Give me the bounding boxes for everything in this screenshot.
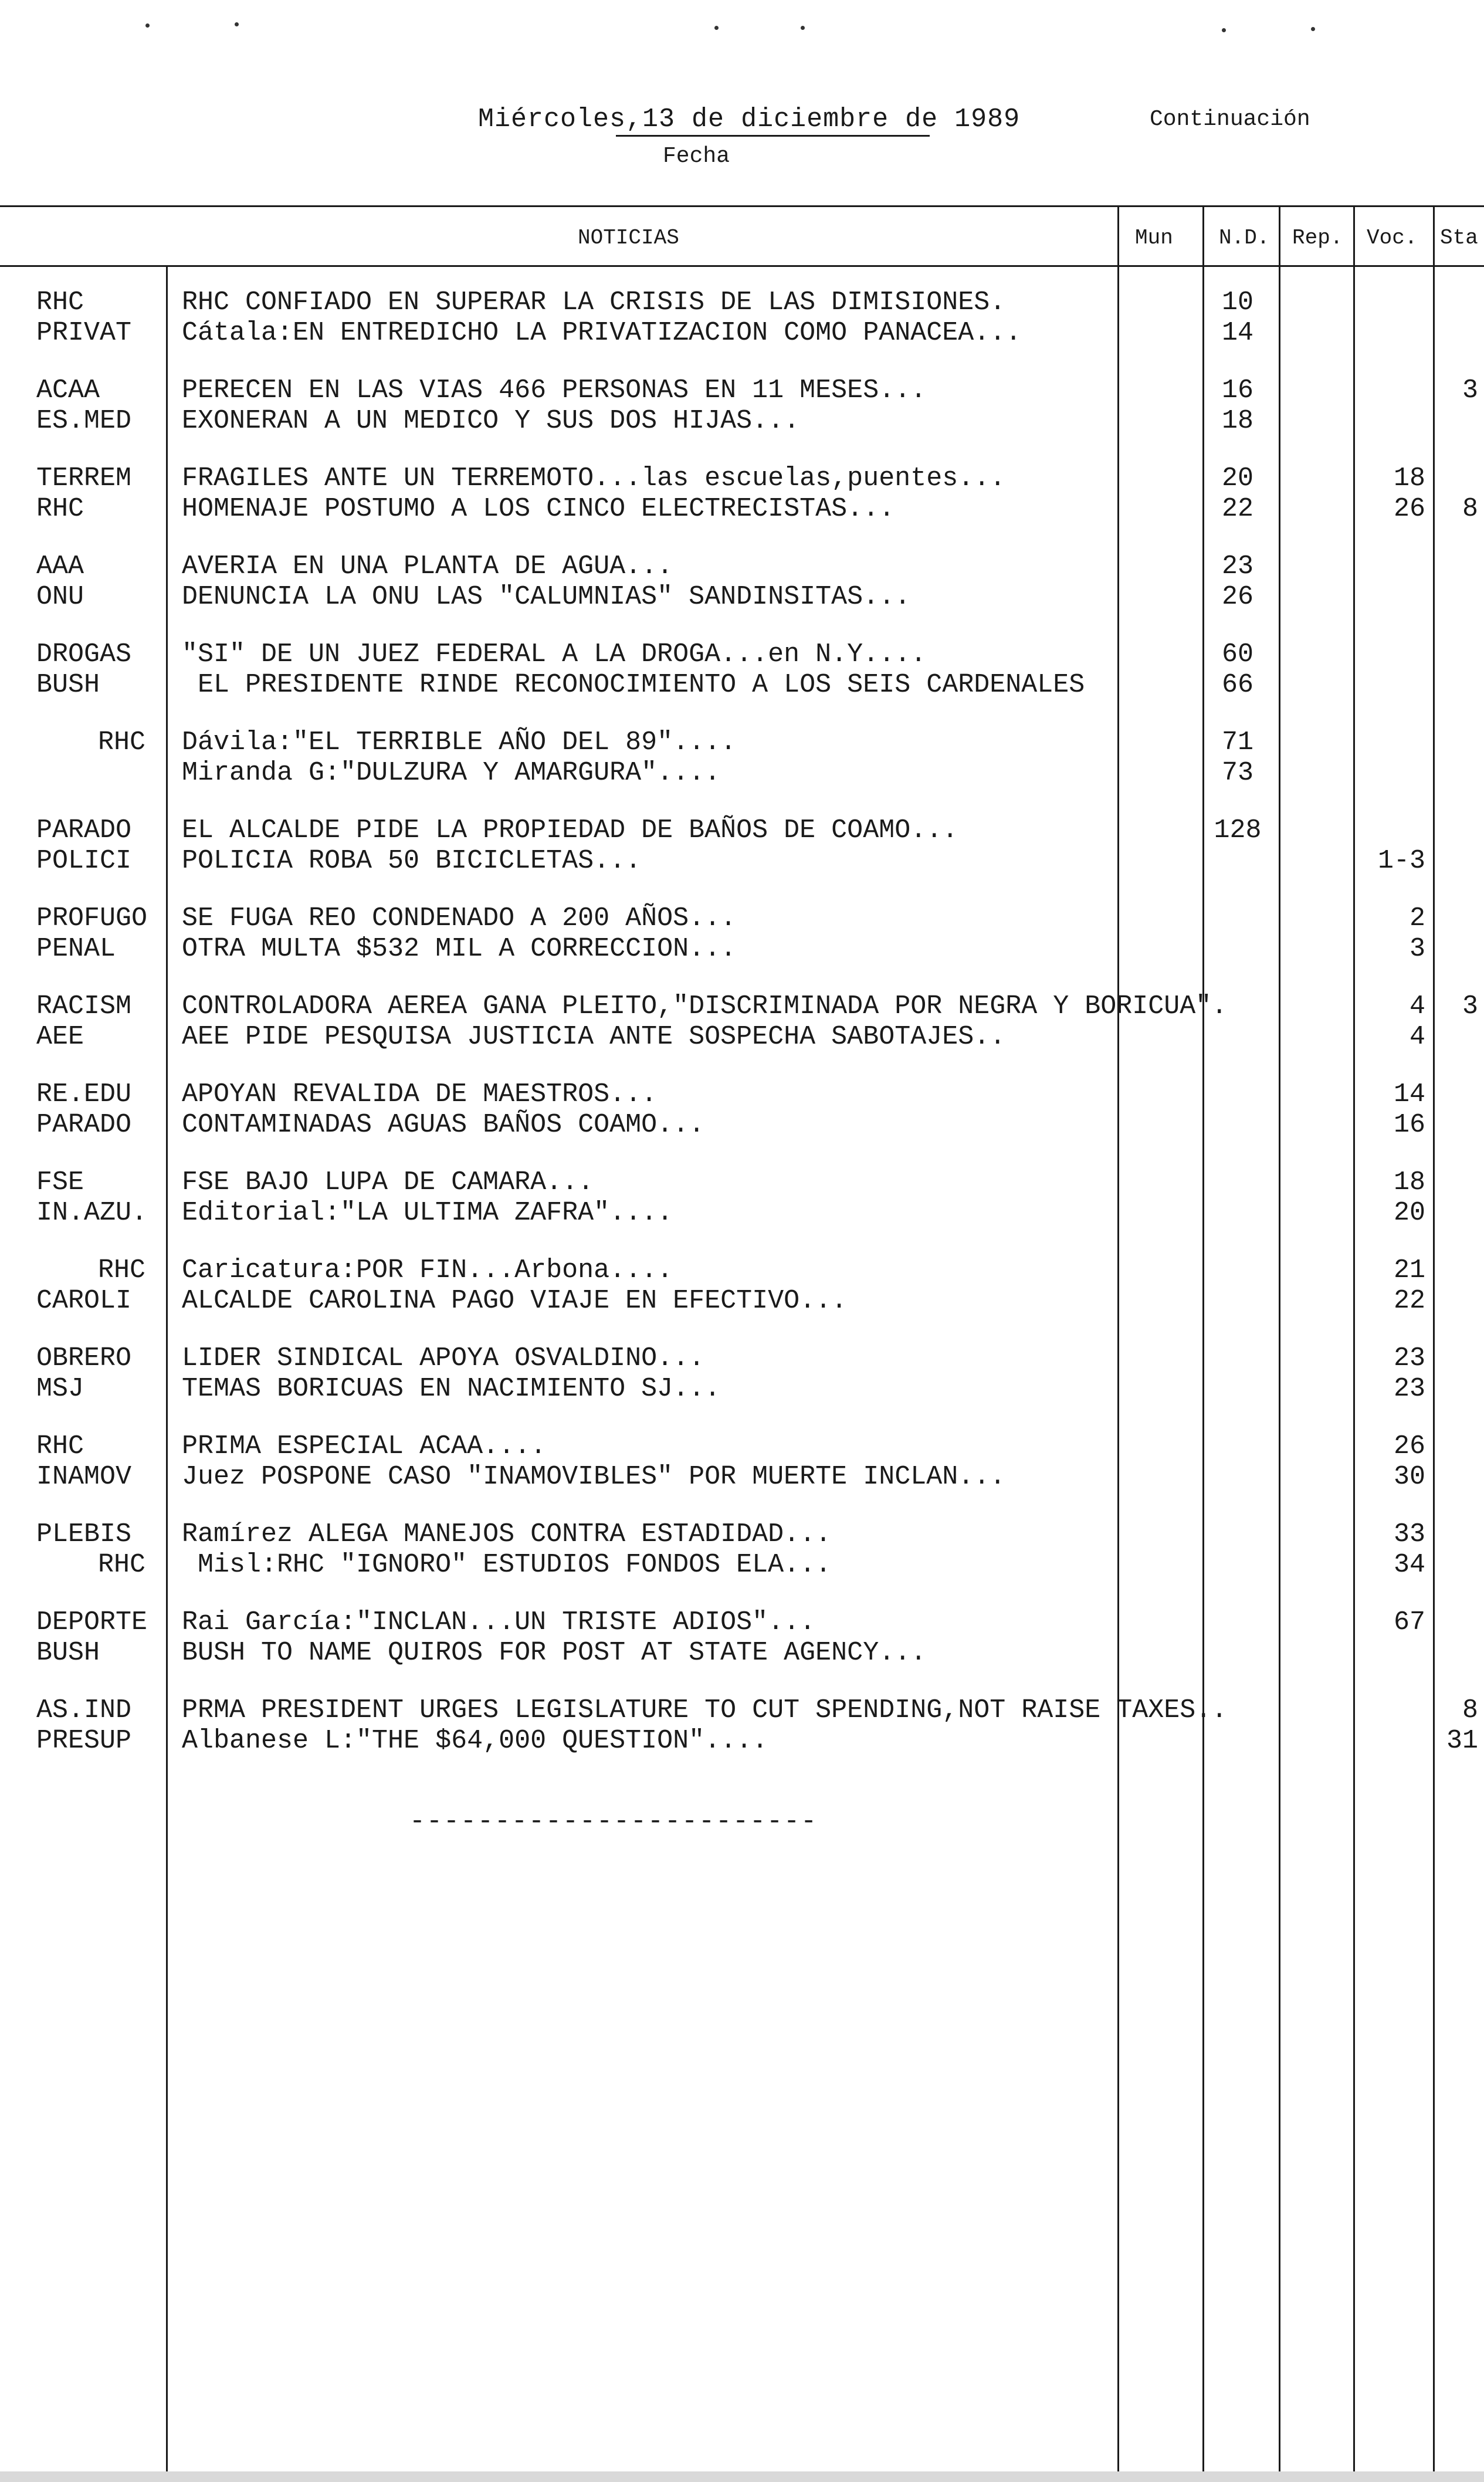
row-title: PRIMA ESPECIAL ACAA.... bbox=[182, 1431, 547, 1461]
scan-speck bbox=[714, 26, 719, 30]
date-underline-1 bbox=[616, 135, 757, 137]
row-code: PROFUGO bbox=[36, 903, 148, 933]
table-row bbox=[0, 1607, 1484, 1638]
table-row bbox=[0, 318, 1484, 348]
row-voc: 3 bbox=[1409, 934, 1425, 964]
table-row bbox=[0, 1462, 1484, 1492]
row-title: "SI" DE UN JUEZ FEDERAL A LA DROGA...en N.Y.... bbox=[182, 639, 927, 669]
row-voc: 23 bbox=[1393, 1374, 1425, 1404]
table-row bbox=[0, 375, 1484, 406]
table-row bbox=[0, 1431, 1484, 1462]
row-sta: 3 bbox=[1462, 991, 1478, 1021]
row-voc: 2 bbox=[1409, 903, 1425, 933]
table-row bbox=[0, 727, 1484, 758]
row-title: EL ALCALDE PIDE LA PROPIEDAD DE BAÑOS DE COAMO... bbox=[182, 815, 958, 845]
row-voc: 33 bbox=[1393, 1519, 1425, 1549]
row-voc: 21 bbox=[1393, 1255, 1425, 1285]
row-code: RHC bbox=[97, 1255, 145, 1285]
table-row bbox=[0, 494, 1484, 524]
table-row bbox=[0, 1726, 1484, 1756]
row-voc: 1-3 bbox=[1377, 846, 1425, 876]
row-title: FRAGILES ANTE UN TERREMOTO...las escuelas,puentes... bbox=[182, 463, 1006, 493]
row-nd: 71 bbox=[1221, 727, 1253, 757]
row-title: OTRA MULTA $532 MIL A CORRECCION... bbox=[182, 934, 737, 964]
row-nd: 128 bbox=[1214, 815, 1262, 845]
table-row bbox=[0, 1550, 1484, 1580]
row-code: ES.MED bbox=[36, 406, 132, 436]
row-nd: 10 bbox=[1221, 287, 1253, 317]
row-code: RHC bbox=[36, 494, 84, 524]
row-title: Dávila:"EL TERRIBLE AÑO DEL 89".... bbox=[182, 727, 737, 757]
row-code: AS.IND bbox=[36, 1695, 132, 1725]
date-underline-3 bbox=[763, 135, 930, 137]
table-row bbox=[0, 287, 1484, 318]
row-title: EL PRESIDENTE RINDE RECONOCIMIENTO A LOS SEIS CARDENALES bbox=[182, 670, 1085, 700]
row-code: AEE bbox=[36, 1022, 84, 1052]
row-voc: 22 bbox=[1393, 1286, 1425, 1316]
row-sta: 8 bbox=[1462, 1695, 1478, 1725]
row-voc: 67 bbox=[1393, 1607, 1425, 1637]
row-nd: 22 bbox=[1221, 494, 1253, 524]
row-voc: 18 bbox=[1393, 463, 1425, 493]
table-row bbox=[0, 991, 1484, 1022]
row-code: RACISM bbox=[36, 991, 132, 1021]
row-code: PLEBIS bbox=[36, 1519, 132, 1549]
row-title: AVERIA EN UNA PLANTA DE AGUA... bbox=[182, 551, 673, 581]
row-title: Miranda G:"DULZURA Y AMARGURA".... bbox=[182, 758, 721, 788]
row-code: CAROLI bbox=[36, 1286, 132, 1316]
row-code: MSJ bbox=[36, 1374, 84, 1404]
row-nd: 66 bbox=[1221, 670, 1253, 700]
row-title: AEE PIDE PESQUISA JUSTICIA ANTE SOSPECHA SABOTAJES.. bbox=[182, 1022, 1006, 1052]
table-row bbox=[0, 406, 1484, 436]
row-code: OBRERO bbox=[36, 1343, 132, 1373]
row-nd: 60 bbox=[1221, 639, 1253, 669]
row-nd: 18 bbox=[1221, 406, 1253, 436]
table-top-line bbox=[0, 205, 1484, 207]
row-code: FSE bbox=[36, 1167, 84, 1197]
table-row bbox=[0, 1255, 1484, 1286]
table-row bbox=[0, 1110, 1484, 1140]
table-row bbox=[0, 1695, 1484, 1726]
scan-speck bbox=[1222, 28, 1226, 32]
row-code: AAA bbox=[36, 551, 84, 581]
scan-edge bbox=[0, 2471, 1484, 2482]
table-row bbox=[0, 758, 1484, 788]
row-title: PRMA PRESIDENT URGES LEGISLATURE TO CUT SPENDING,NOT RAISE TAXES.. bbox=[182, 1695, 1228, 1725]
table-row bbox=[0, 1343, 1484, 1374]
row-code: BUSH bbox=[36, 1638, 100, 1668]
row-code: PRIVAT bbox=[36, 318, 132, 348]
row-title: PERECEN EN LAS VIAS 466 PERSONAS EN 11 MESES... bbox=[182, 375, 927, 405]
row-title: Misl:RHC "IGNORO" ESTUDIOS FONDOS ELA... bbox=[182, 1550, 832, 1580]
row-code: POLICI bbox=[36, 846, 132, 876]
row-title: Albanese L:"THE $64,000 QUESTION".... bbox=[182, 1726, 768, 1756]
row-voc: 16 bbox=[1393, 1110, 1425, 1140]
row-code: INAMOV bbox=[36, 1462, 132, 1492]
row-code: RHC bbox=[97, 727, 145, 757]
row-title: LIDER SINDICAL APOYA OSVALDINO... bbox=[182, 1343, 705, 1373]
table-row bbox=[0, 582, 1484, 612]
scan-speck bbox=[235, 22, 239, 26]
row-voc: 30 bbox=[1393, 1462, 1425, 1492]
row-voc: 14 bbox=[1393, 1079, 1425, 1109]
row-title: POLICIA ROBA 50 BICICLETAS... bbox=[182, 846, 642, 876]
table-row bbox=[0, 934, 1484, 964]
row-code: BUSH bbox=[36, 670, 100, 700]
row-code: PENAL bbox=[36, 934, 116, 964]
row-title: SE FUGA REO CONDENADO A 200 AÑOS... bbox=[182, 903, 737, 933]
table-row bbox=[0, 1286, 1484, 1316]
row-title: BUSH TO NAME QUIROS FOR POST AT STATE AGENCY... bbox=[182, 1638, 927, 1668]
table-row bbox=[0, 551, 1484, 582]
row-code: RE.EDU bbox=[36, 1079, 132, 1109]
fecha-label: Fecha bbox=[663, 144, 730, 169]
scan-speck bbox=[145, 23, 150, 28]
table-row bbox=[0, 639, 1484, 670]
row-nd: 26 bbox=[1221, 582, 1253, 612]
row-code: RHC bbox=[97, 1550, 145, 1580]
row-voc: 34 bbox=[1393, 1550, 1425, 1580]
table-row bbox=[0, 463, 1484, 494]
row-code: IN.AZU. bbox=[36, 1198, 148, 1228]
col-header-mun: Mun bbox=[1135, 226, 1173, 250]
table-row bbox=[0, 903, 1484, 934]
row-title: TEMAS BORICUAS EN NACIMIENTO SJ... bbox=[182, 1374, 721, 1404]
col-header-nd: N.D. bbox=[1219, 226, 1270, 250]
row-title: HOMENAJE POSTUMO A LOS CINCO ELECTRECISTAS... bbox=[182, 494, 895, 524]
table-row bbox=[0, 1519, 1484, 1550]
row-nd: 23 bbox=[1221, 551, 1253, 581]
scan-speck bbox=[801, 26, 805, 30]
row-code: ONU bbox=[36, 582, 84, 612]
row-title: Juez POSPONE CASO "INAMOVIBLES" POR MUERTE INCLAN... bbox=[182, 1462, 1006, 1492]
row-title: CONTAMINADAS AGUAS BAÑOS COAMO... bbox=[182, 1110, 705, 1140]
row-title: DENUNCIA LA ONU LAS "CALUMNIAS" SANDINSITAS... bbox=[182, 582, 911, 612]
row-title: FSE BAJO LUPA DE CAMARA... bbox=[182, 1167, 594, 1197]
row-title: Editorial:"LA ULTIMA ZAFRA".... bbox=[182, 1198, 673, 1228]
row-code: TERREM bbox=[36, 463, 132, 493]
row-title: Rai García:"INCLAN...UN TRISTE ADIOS"... bbox=[182, 1607, 816, 1637]
row-title: APOYAN REVALIDA DE MAESTROS... bbox=[182, 1079, 658, 1109]
scan-speck bbox=[1311, 27, 1315, 31]
row-title: ALCALDE CAROLINA PAGO VIAJE EN EFECTIVO... bbox=[182, 1286, 848, 1316]
table-row bbox=[0, 1198, 1484, 1228]
row-voc: 26 bbox=[1393, 1431, 1425, 1461]
row-voc: 4 bbox=[1409, 991, 1425, 1021]
table-row bbox=[0, 1638, 1484, 1668]
row-nd: 20 bbox=[1221, 463, 1253, 493]
row-code: RHC bbox=[36, 287, 84, 317]
table-row bbox=[0, 815, 1484, 846]
continuation-label: Continuación bbox=[1150, 107, 1310, 132]
table-header-line bbox=[0, 265, 1484, 267]
row-nd: 73 bbox=[1221, 758, 1253, 788]
row-sta: 8 bbox=[1462, 494, 1478, 524]
row-nd: 14 bbox=[1221, 318, 1253, 348]
row-code: DROGAS bbox=[36, 639, 132, 669]
row-title: EXONERAN A UN MEDICO Y SUS DOS HIJAS... bbox=[182, 406, 800, 436]
row-title: RHC CONFIADO EN SUPERAR LA CRISIS DE LAS DIMISIONES. bbox=[182, 287, 1006, 317]
table-row bbox=[0, 1374, 1484, 1404]
end-dashes: ------------------------ bbox=[409, 1807, 818, 1837]
row-code: RHC bbox=[36, 1431, 84, 1461]
row-sta: 3 bbox=[1462, 375, 1478, 405]
col-header-noticias: NOTICIAS bbox=[578, 226, 679, 250]
table-row bbox=[0, 1022, 1484, 1052]
row-voc: 4 bbox=[1409, 1022, 1425, 1052]
row-code: PARADO bbox=[36, 1110, 132, 1140]
row-title: CONTROLADORA AEREA GANA PLEITO,"DISCRIMINADA POR NEGRA Y BORICUA". bbox=[182, 991, 1228, 1021]
col-header-voc: Voc. bbox=[1367, 226, 1418, 250]
row-title: Caricatura:POR FIN...Arbona.... bbox=[182, 1255, 673, 1285]
row-voc: 20 bbox=[1393, 1198, 1425, 1228]
row-title: Ramírez ALEGA MANEJOS CONTRA ESTADIDAD... bbox=[182, 1519, 832, 1549]
row-code: PRESUP bbox=[36, 1726, 132, 1756]
table-row bbox=[0, 1167, 1484, 1198]
row-voc: 18 bbox=[1393, 1167, 1425, 1197]
row-title: Cátala:EN ENTREDICHO LA PRIVATIZACION COMO PANACEA... bbox=[182, 318, 1022, 348]
row-voc: 23 bbox=[1393, 1343, 1425, 1373]
table-row bbox=[0, 670, 1484, 700]
row-sta: 31 bbox=[1446, 1726, 1478, 1756]
row-code: DEPORTE bbox=[36, 1607, 148, 1637]
row-voc: 26 bbox=[1393, 494, 1425, 524]
col-header-sta: Sta bbox=[1440, 226, 1478, 250]
row-code: PARADO bbox=[36, 815, 132, 845]
col-header-rep: Rep. bbox=[1292, 226, 1343, 250]
row-nd: 16 bbox=[1221, 375, 1253, 405]
table-row bbox=[0, 846, 1484, 876]
table-row bbox=[0, 1079, 1484, 1110]
header-date: Miércoles,13 de diciembre de 1989 bbox=[478, 104, 1021, 134]
row-code: ACAA bbox=[36, 375, 100, 405]
